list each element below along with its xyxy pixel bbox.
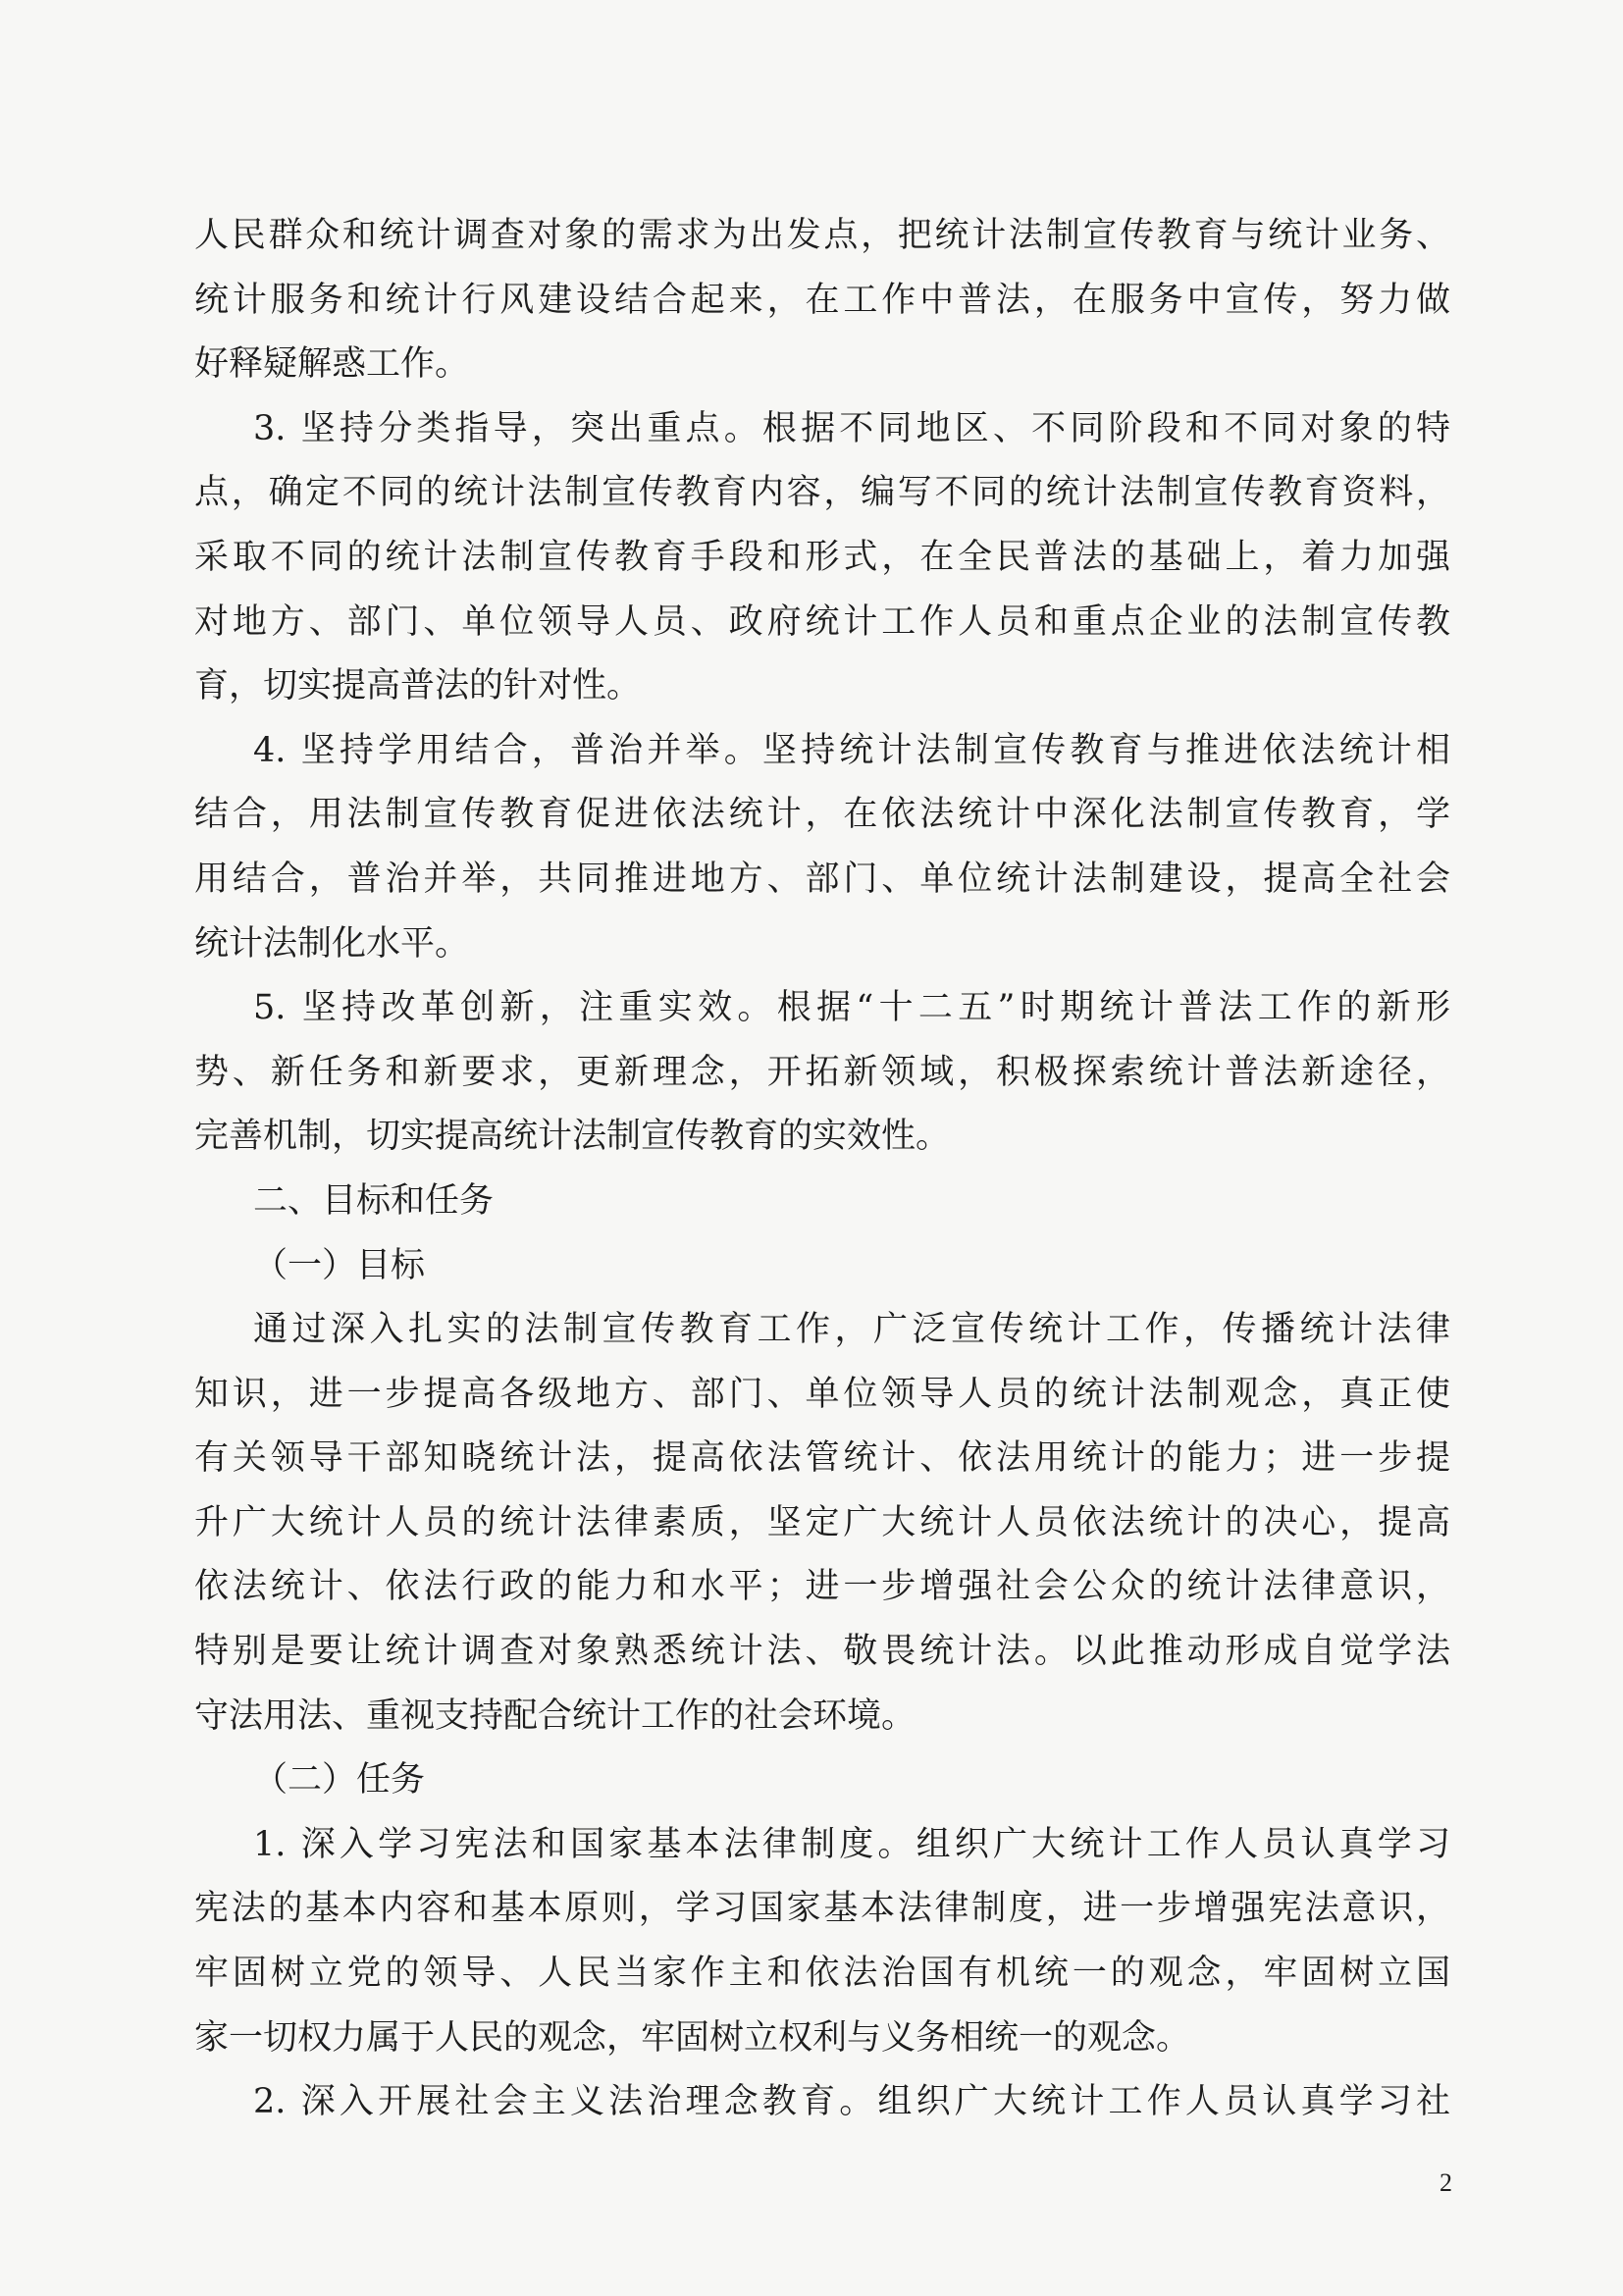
text-line <box>194 848 1450 913</box>
line-text: 通过深入扎实的法制宣传教育工作，广泛宣传统计工作，传播统计法律 <box>253 1310 1450 1350</box>
line-text: 完善机制，切实提高统计法制宣传教育的实效性。 <box>194 1117 951 1157</box>
text-line <box>194 1427 1450 1491</box>
section-heading <box>194 1234 1450 1299</box>
line-text: 有关领导干部知晓统计法，提高依法管统计、依法用统计的能力；进一步提 <box>194 1438 1450 1479</box>
text-line <box>194 976 1450 1041</box>
text-line <box>194 783 1450 848</box>
line-text: 结合，用法制宣传教育促进依法统计，在依法统计中深化法制宣传教育，学 <box>194 795 1450 835</box>
line-text: 势、新任务和新要求，更新理念，开拓新领域，积极探索统计普法新途径， <box>194 1052 1450 1092</box>
text-line <box>194 526 1450 591</box>
text-line <box>194 1685 1450 1749</box>
line-text: 1. 深入学习宪法和国家基本法律制度。组织广大统计工作人员认真学习 <box>253 1824 1450 1864</box>
line-text: 好释疑解惑工作。 <box>194 344 470 385</box>
text-line <box>194 654 1450 719</box>
line-text: 对地方、部门、单位领导人员、政府统计工作人员和重点企业的法制宣传教 <box>194 601 1450 642</box>
text-line <box>194 461 1450 526</box>
text-line <box>194 1105 1450 1170</box>
text-line <box>194 1813 1450 1878</box>
text-line <box>194 1620 1450 1685</box>
text-line <box>194 1555 1450 1620</box>
line-text: 4. 坚持学用结合，普治并举。坚持统计法制宣传教育与推进依法统计相 <box>253 730 1450 770</box>
line-text: 统计服务和统计行风建设结合起来，在工作中普法，在服务中宣传，努力做 <box>194 280 1450 320</box>
line-text: 守法用法、重视支持配合统计工作的社会环境。 <box>194 1696 916 1736</box>
text-line <box>194 397 1450 462</box>
line-text: （二）任务 <box>253 1760 426 1800</box>
page-number: 2 <box>1440 2168 1452 2197</box>
line-text: 家一切权力属于人民的观念，牢固树立权利与义务相统一的观念。 <box>194 2017 1191 2058</box>
line-text: （一）目标 <box>253 1245 426 1285</box>
text-line <box>194 1491 1450 1556</box>
document-body <box>194 204 1450 2135</box>
line-text: 5. 坚持改革创新，注重实效。根据“十二五”时期统计普法工作的新形 <box>253 988 1450 1028</box>
line-text: 点，确定不同的统计法制宣传教育内容，编写不同的统计法制宣传教育资料， <box>194 473 1450 513</box>
line-text: 用结合，普治并举，共同推进地方、部门、单位统计法制建设，提高全社会 <box>194 859 1450 899</box>
section-heading <box>194 1748 1450 1813</box>
line-text: 人民群众和统计调查对象的需求为出发点，把统计法制宣传教育与统计业务、 <box>194 216 1450 255</box>
line-text: 育，切实提高普法的针对性。 <box>194 666 642 706</box>
section-heading <box>194 1170 1450 1234</box>
text-line <box>194 719 1450 784</box>
line-text: 统计法制化水平。 <box>194 923 470 964</box>
text-line <box>194 2070 1450 2135</box>
line-text: 知识，进一步提高各级地方、部门、单位领导人员的统计法制观念，真正使 <box>194 1374 1450 1414</box>
text-line <box>194 269 1450 334</box>
text-line <box>194 1363 1450 1428</box>
text-line <box>194 1877 1450 1942</box>
text-line <box>194 1298 1450 1363</box>
line-text: 依法统计、依法行政的能力和水平；进一步增强社会公众的统计法律意识， <box>194 1567 1450 1607</box>
text-line <box>194 913 1450 977</box>
line-text: 3. 坚持分类指导，突出重点。根据不同地区、不同阶段和不同对象的特 <box>253 408 1450 448</box>
text-line <box>194 1942 1450 2007</box>
text-line <box>194 2007 1450 2071</box>
line-text: 2. 深入开展社会主义法治理念教育。组织广大统计工作人员认真学习社 <box>253 2082 1450 2122</box>
line-text: 升广大统计人员的统计法律素质，坚定广大统计人员依法统计的决心，提高 <box>194 1502 1450 1542</box>
text-line <box>194 333 1450 397</box>
text-line <box>194 591 1450 655</box>
line-text: 二、目标和任务 <box>253 1180 495 1221</box>
line-text: 特别是要让统计调查对象熟悉统计法、敬畏统计法。以此推动形成自觉学法 <box>194 1632 1450 1672</box>
text-line <box>194 204 1450 269</box>
text-line <box>194 1041 1450 1106</box>
line-text: 牢固树立党的领导、人民当家作主和依法治国有机统一的观念，牢固树立国 <box>194 1954 1450 1994</box>
line-text: 宪法的基本内容和基本原则，学习国家基本法律制度，进一步增强宪法意识， <box>194 1889 1450 1929</box>
line-text: 采取不同的统计法制宣传教育手段和形式，在全民普法的基础上，着力加强 <box>194 537 1450 577</box>
